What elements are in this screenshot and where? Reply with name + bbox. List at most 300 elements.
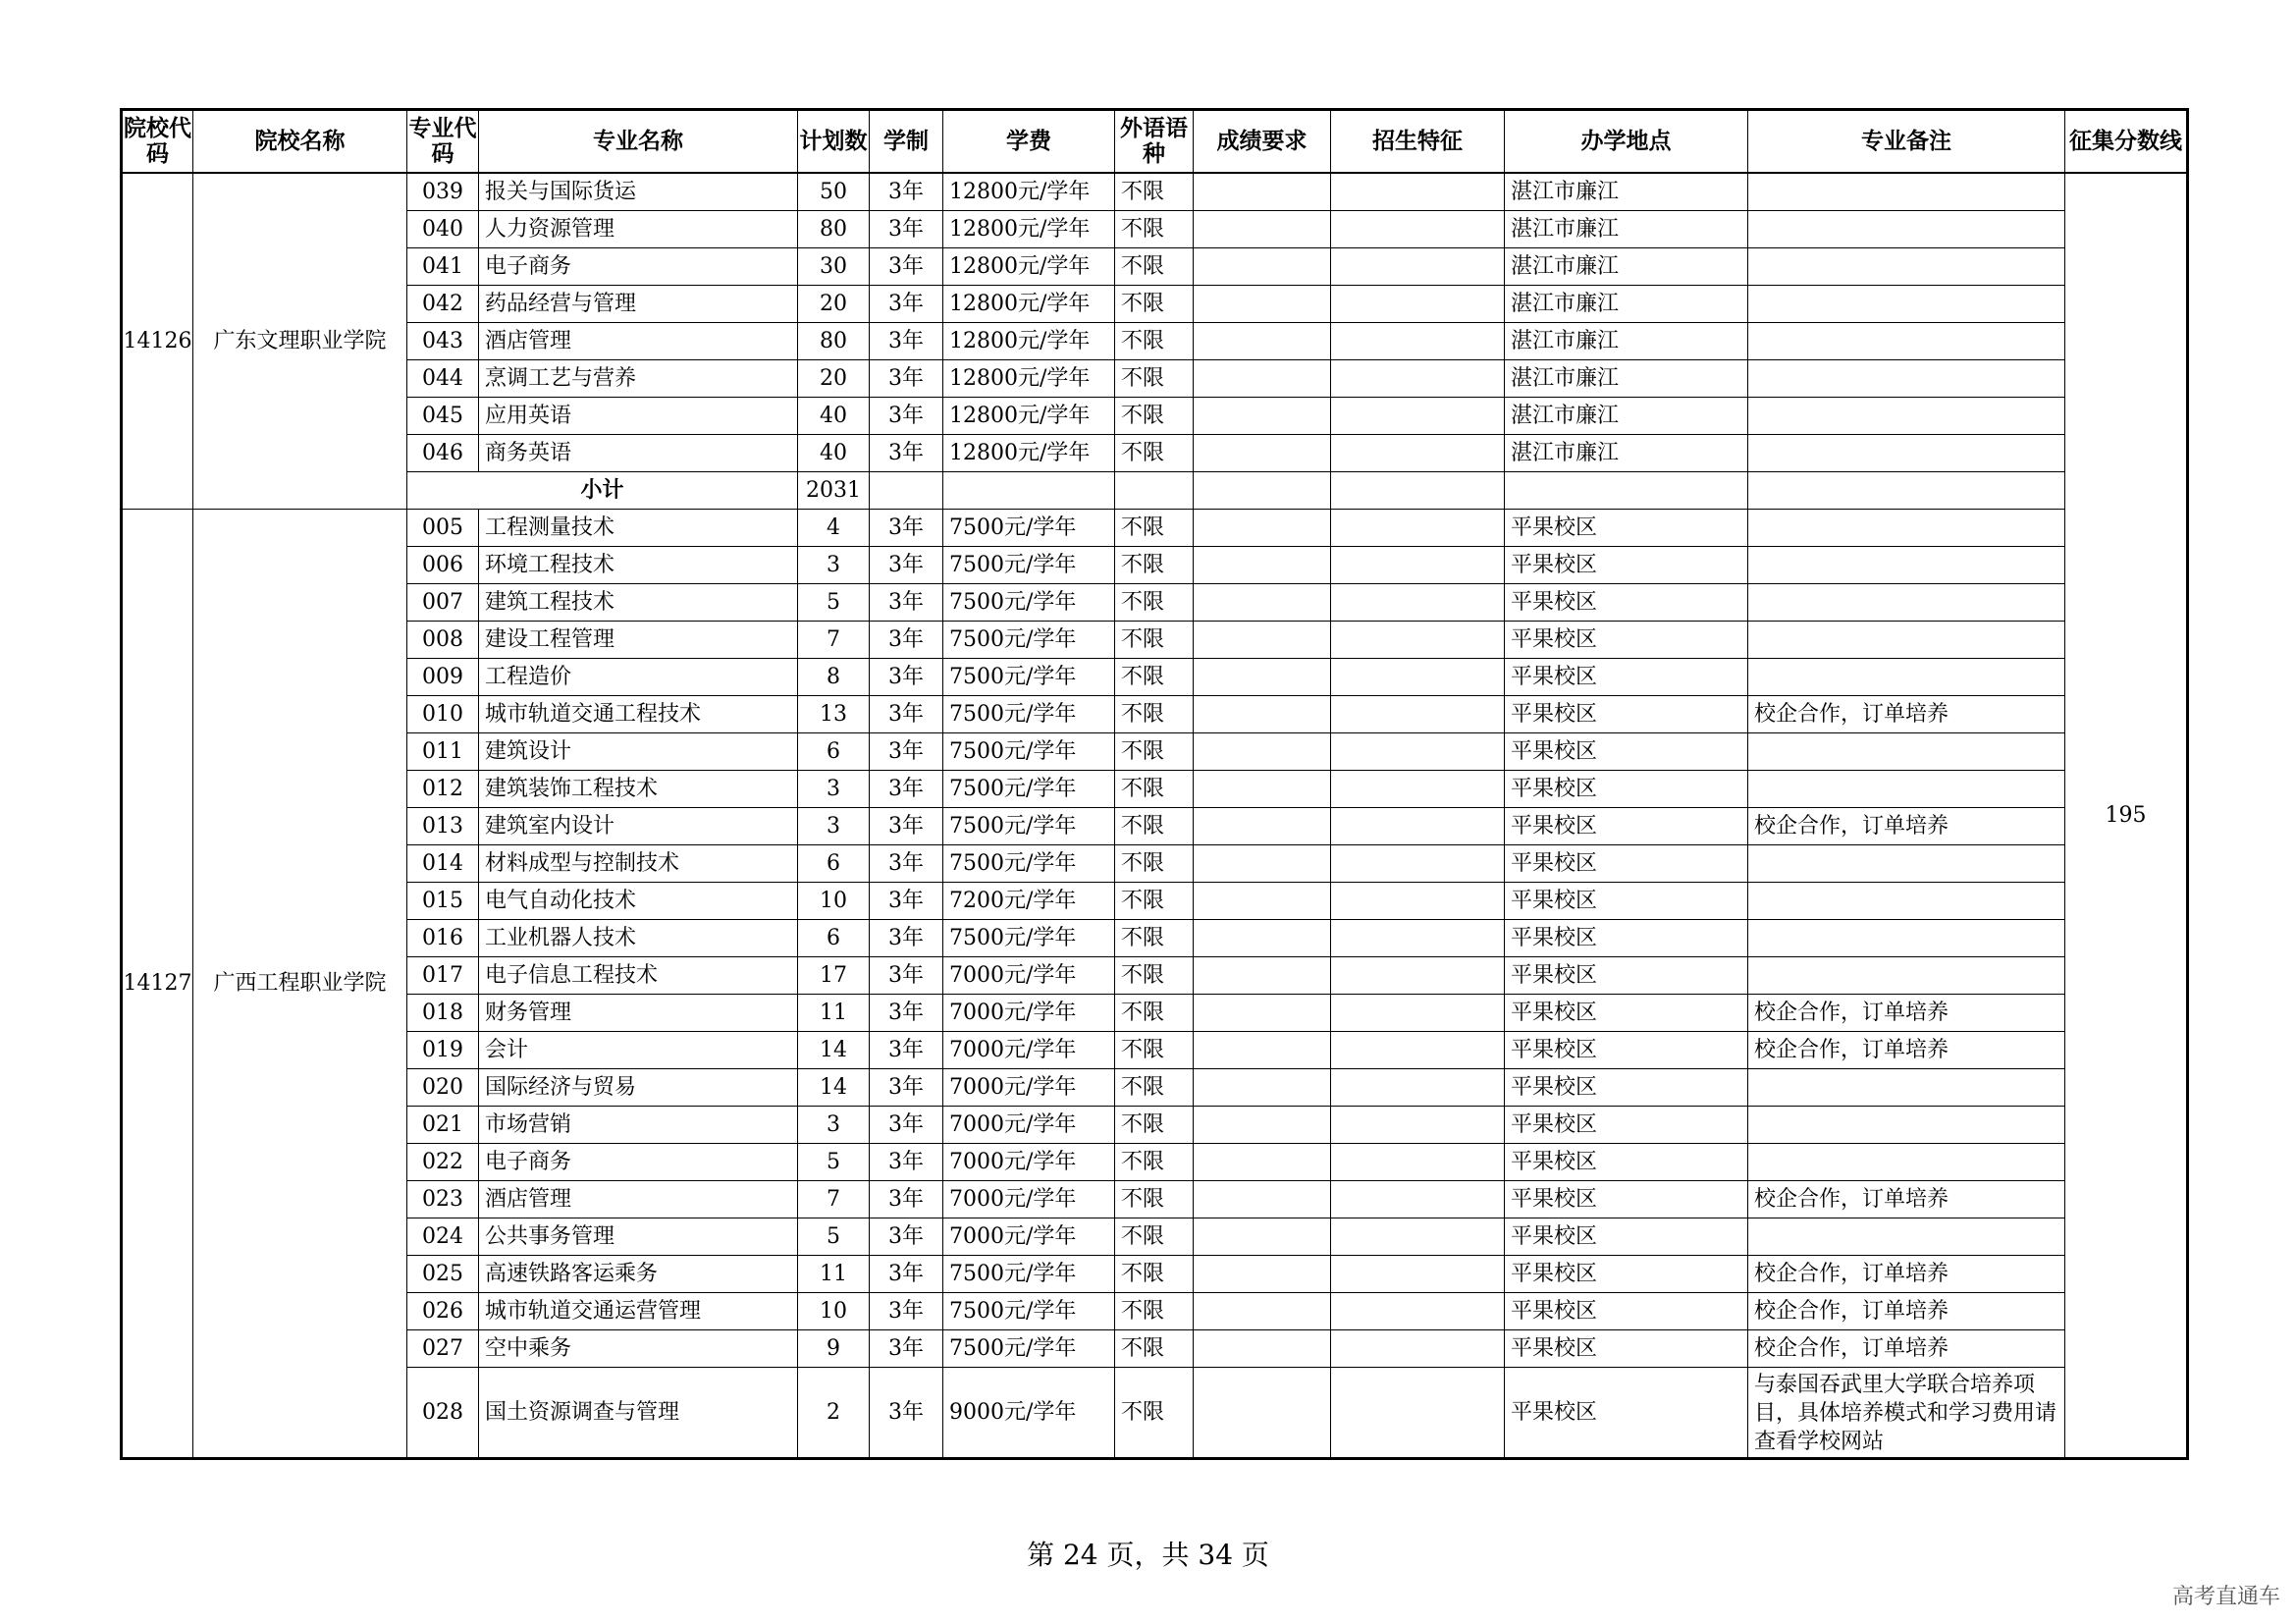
location: 平果校区 [1505, 1144, 1748, 1181]
language: 不限 [1115, 808, 1194, 845]
duration: 3年 [870, 1181, 943, 1218]
major-note [1748, 733, 2065, 771]
score-requirement [1194, 211, 1331, 248]
score-requirement [1194, 771, 1331, 808]
major-note [1748, 659, 2065, 696]
tuition-fee: 7000元/学年 [943, 995, 1115, 1032]
col-header: 专业代码 [407, 110, 479, 174]
plan-count: 30 [798, 248, 870, 286]
plan-count: 5 [798, 584, 870, 622]
major-name: 电气自动化技术 [479, 883, 798, 920]
table-row [122, 1032, 2188, 1069]
score-requirement [1194, 733, 1331, 771]
empty-cell [943, 472, 1115, 510]
plan-count: 8 [798, 659, 870, 696]
enrollment-feature [1331, 584, 1505, 622]
location: 平果校区 [1505, 547, 1748, 584]
major-name: 电子商务 [479, 1144, 798, 1181]
major-name: 公共事务管理 [479, 1218, 798, 1256]
plan-count: 10 [798, 1293, 870, 1330]
major-code: 025 [407, 1256, 479, 1293]
plan-count: 2 [798, 1368, 870, 1459]
col-header: 计划数 [798, 110, 870, 174]
major-name: 会计 [479, 1032, 798, 1069]
major-note: 校企合作，订单培养 [1748, 1032, 2065, 1069]
major-name: 人力资源管理 [479, 211, 798, 248]
tuition-fee: 7500元/学年 [943, 659, 1115, 696]
location: 平果校区 [1505, 1368, 1748, 1459]
major-code: 014 [407, 845, 479, 883]
col-header: 办学地点 [1505, 110, 1748, 174]
plan-count: 5 [798, 1144, 870, 1181]
location: 平果校区 [1505, 1256, 1748, 1293]
enrollment-feature [1331, 622, 1505, 659]
major-note [1748, 957, 2065, 995]
major-code: 042 [407, 286, 479, 323]
enrollment-feature [1331, 1032, 1505, 1069]
tuition-fee: 7500元/学年 [943, 920, 1115, 957]
tuition-fee: 7500元/学年 [943, 547, 1115, 584]
major-name: 市场营销 [479, 1107, 798, 1144]
major-note [1748, 584, 2065, 622]
table-row [122, 248, 2188, 286]
enrollment-feature [1331, 733, 1505, 771]
duration: 3年 [870, 211, 943, 248]
col-header: 院校代码 [122, 110, 193, 174]
duration: 3年 [870, 845, 943, 883]
table-row [122, 1330, 2188, 1368]
plan-count: 3 [798, 1107, 870, 1144]
duration: 3年 [870, 1368, 943, 1459]
table-row [122, 733, 2188, 771]
major-note [1748, 547, 2065, 584]
plan-count: 80 [798, 211, 870, 248]
language: 不限 [1115, 1181, 1194, 1218]
duration: 3年 [870, 1069, 943, 1107]
table-row [122, 1107, 2188, 1144]
location: 平果校区 [1505, 883, 1748, 920]
major-name: 药品经营与管理 [479, 286, 798, 323]
major-code: 028 [407, 1368, 479, 1459]
language: 不限 [1115, 1032, 1194, 1069]
duration: 3年 [870, 995, 943, 1032]
language: 不限 [1115, 173, 1194, 211]
language: 不限 [1115, 733, 1194, 771]
subtotal-row [122, 472, 2188, 510]
tuition-fee: 12800元/学年 [943, 211, 1115, 248]
major-note [1748, 398, 2065, 435]
major-note [1748, 323, 2065, 360]
duration: 3年 [870, 398, 943, 435]
plan-count: 6 [798, 733, 870, 771]
enrollment-feature [1331, 1330, 1505, 1368]
score-requirement [1194, 510, 1331, 547]
major-note [1748, 510, 2065, 547]
score-requirement [1194, 696, 1331, 733]
enrollment-feature [1331, 1368, 1505, 1459]
major-name: 工业机器人技术 [479, 920, 798, 957]
tuition-fee: 7500元/学年 [943, 733, 1115, 771]
duration: 3年 [870, 435, 943, 472]
major-note [1748, 845, 2065, 883]
location: 平果校区 [1505, 1181, 1748, 1218]
major-name: 空中乘务 [479, 1330, 798, 1368]
duration: 3年 [870, 920, 943, 957]
language: 不限 [1115, 323, 1194, 360]
major-code: 006 [407, 547, 479, 584]
school-code: 14127 [122, 510, 193, 1459]
tuition-fee: 7500元/学年 [943, 696, 1115, 733]
major-name: 工程造价 [479, 659, 798, 696]
duration: 3年 [870, 547, 943, 584]
plan-count: 6 [798, 845, 870, 883]
language: 不限 [1115, 360, 1194, 398]
major-name: 材料成型与控制技术 [479, 845, 798, 883]
major-name: 国土资源调查与管理 [479, 1368, 798, 1459]
subtotal-value: 2031 [798, 472, 870, 510]
location: 湛江市廉江 [1505, 323, 1748, 360]
location: 平果校区 [1505, 1330, 1748, 1368]
major-note: 校企合作，订单培养 [1748, 808, 2065, 845]
enrollment-feature [1331, 547, 1505, 584]
empty-cell [870, 472, 943, 510]
duration: 3年 [870, 1293, 943, 1330]
score-requirement [1194, 995, 1331, 1032]
enrollment-feature [1331, 808, 1505, 845]
plan-count: 7 [798, 622, 870, 659]
tuition-fee: 7000元/学年 [943, 1218, 1115, 1256]
tuition-fee: 7000元/学年 [943, 1144, 1115, 1181]
major-name: 报关与国际货运 [479, 173, 798, 211]
plan-count: 14 [798, 1069, 870, 1107]
enrollment-feature [1331, 211, 1505, 248]
major-code: 012 [407, 771, 479, 808]
location: 湛江市廉江 [1505, 398, 1748, 435]
table-body [122, 173, 2188, 1459]
plan-count: 40 [798, 398, 870, 435]
tuition-fee: 12800元/学年 [943, 323, 1115, 360]
score-requirement [1194, 1107, 1331, 1144]
page-footer: 第 24 页，共 34 页 [1027, 1539, 1269, 1571]
language: 不限 [1115, 211, 1194, 248]
location: 平果校区 [1505, 957, 1748, 995]
major-name: 建筑工程技术 [479, 584, 798, 622]
major-note: 校企合作，订单培养 [1748, 1293, 2065, 1330]
major-code: 046 [407, 435, 479, 472]
major-name: 城市轨道交通运营管理 [479, 1293, 798, 1330]
table-row [122, 435, 2188, 472]
duration: 3年 [870, 659, 943, 696]
duration: 3年 [870, 1218, 943, 1256]
tuition-fee: 7000元/学年 [943, 1032, 1115, 1069]
tuition-fee: 7500元/学年 [943, 1256, 1115, 1293]
table-row [122, 1181, 2188, 1218]
header-row [122, 110, 2188, 174]
enrollment-feature [1331, 659, 1505, 696]
language: 不限 [1115, 845, 1194, 883]
table-row [122, 659, 2188, 696]
enrollment-feature [1331, 920, 1505, 957]
school-code: 14126 [122, 173, 193, 510]
duration: 3年 [870, 1144, 943, 1181]
table-row [122, 584, 2188, 622]
major-name: 工程测量技术 [479, 510, 798, 547]
major-note [1748, 920, 2065, 957]
plan-count: 3 [798, 771, 870, 808]
duration: 3年 [870, 1330, 943, 1368]
major-note [1748, 360, 2065, 398]
duration: 3年 [870, 323, 943, 360]
major-name: 建筑装饰工程技术 [479, 771, 798, 808]
major-name: 烹调工艺与营养 [479, 360, 798, 398]
location: 平果校区 [1505, 733, 1748, 771]
major-code: 026 [407, 1293, 479, 1330]
location: 平果校区 [1505, 995, 1748, 1032]
enrollment-feature [1331, 1293, 1505, 1330]
major-code: 020 [407, 1069, 479, 1107]
enrollment-feature [1331, 995, 1505, 1032]
table-row [122, 323, 2188, 360]
empty-cell [1115, 472, 1194, 510]
location: 平果校区 [1505, 622, 1748, 659]
enrollment-feature [1331, 1181, 1505, 1218]
empty-cell [1505, 472, 1748, 510]
major-code: 023 [407, 1181, 479, 1218]
school-name: 广东文理职业学院 [193, 173, 407, 510]
table-row [122, 547, 2188, 584]
score-requirement [1194, 323, 1331, 360]
enrollment-feature [1331, 323, 1505, 360]
major-note: 与泰国吞武里大学联合培养项目，具体培养模式和学习费用请查看学校网站 [1748, 1368, 2065, 1459]
plan-count: 50 [798, 173, 870, 211]
major-code: 021 [407, 1107, 479, 1144]
tuition-fee: 7500元/学年 [943, 771, 1115, 808]
major-name: 建设工程管理 [479, 622, 798, 659]
tuition-fee: 7000元/学年 [943, 1069, 1115, 1107]
language: 不限 [1115, 920, 1194, 957]
language: 不限 [1115, 995, 1194, 1032]
major-note: 校企合作，订单培养 [1748, 1256, 2065, 1293]
empty-cell [1748, 472, 2065, 510]
enrollment-feature [1331, 1144, 1505, 1181]
enrollment-feature [1331, 1069, 1505, 1107]
language: 不限 [1115, 1368, 1194, 1459]
major-code: 041 [407, 248, 479, 286]
enrollment-feature [1331, 771, 1505, 808]
language: 不限 [1115, 957, 1194, 995]
major-note [1748, 211, 2065, 248]
major-note [1748, 1107, 2065, 1144]
table-row [122, 1256, 2188, 1293]
location: 湛江市廉江 [1505, 286, 1748, 323]
plan-count: 80 [798, 323, 870, 360]
language: 不限 [1115, 248, 1194, 286]
table-row [122, 995, 2188, 1032]
major-note: 校企合作，订单培养 [1748, 1330, 2065, 1368]
major-name: 国际经济与贸易 [479, 1069, 798, 1107]
major-code: 011 [407, 733, 479, 771]
major-code: 044 [407, 360, 479, 398]
table-row [122, 920, 2188, 957]
major-note [1748, 1218, 2065, 1256]
location: 湛江市廉江 [1505, 248, 1748, 286]
plan-count: 3 [798, 547, 870, 584]
score-requirement [1194, 1218, 1331, 1256]
plan-count: 20 [798, 360, 870, 398]
major-code: 013 [407, 808, 479, 845]
major-code: 022 [407, 1144, 479, 1181]
plan-count: 11 [798, 995, 870, 1032]
table-row [122, 1293, 2188, 1330]
enrollment-feature [1331, 248, 1505, 286]
enrollment-feature [1331, 360, 1505, 398]
tuition-fee: 7500元/学年 [943, 1293, 1115, 1330]
major-note [1748, 248, 2065, 286]
duration: 3年 [870, 584, 943, 622]
location: 平果校区 [1505, 1107, 1748, 1144]
major-name: 酒店管理 [479, 1181, 798, 1218]
enrollment-feature [1331, 883, 1505, 920]
plan-count: 40 [798, 435, 870, 472]
major-name: 电子商务 [479, 248, 798, 286]
tuition-fee: 7500元/学年 [943, 584, 1115, 622]
major-code: 007 [407, 584, 479, 622]
major-note [1748, 771, 2065, 808]
enrollment-feature [1331, 1218, 1505, 1256]
major-note [1748, 622, 2065, 659]
language: 不限 [1115, 398, 1194, 435]
enrollment-feature [1331, 1256, 1505, 1293]
table-row [122, 696, 2188, 733]
table-row [122, 398, 2188, 435]
major-code: 027 [407, 1330, 479, 1368]
enrollment-feature [1331, 173, 1505, 211]
table-row [122, 173, 2188, 211]
plan-count: 10 [798, 883, 870, 920]
score-requirement [1194, 883, 1331, 920]
plan-count: 5 [798, 1218, 870, 1256]
table-row [122, 1144, 2188, 1181]
score-requirement [1194, 1368, 1331, 1459]
major-code: 040 [407, 211, 479, 248]
tuition-fee: 7000元/学年 [943, 1181, 1115, 1218]
major-name: 建筑设计 [479, 733, 798, 771]
duration: 3年 [870, 957, 943, 995]
duration: 3年 [870, 360, 943, 398]
location: 平果校区 [1505, 659, 1748, 696]
language: 不限 [1115, 510, 1194, 547]
duration: 3年 [870, 173, 943, 211]
tuition-fee: 12800元/学年 [943, 435, 1115, 472]
location: 平果校区 [1505, 845, 1748, 883]
table-row [122, 211, 2188, 248]
tuition-fee: 7000元/学年 [943, 957, 1115, 995]
location: 平果校区 [1505, 1218, 1748, 1256]
tuition-fee: 7500元/学年 [943, 510, 1115, 547]
duration: 3年 [870, 696, 943, 733]
tuition-fee: 7500元/学年 [943, 808, 1115, 845]
subtotal-label: 小计 [407, 472, 798, 510]
score-requirement [1194, 659, 1331, 696]
table-row [122, 957, 2188, 995]
col-header: 院校名称 [193, 110, 407, 174]
col-header: 学制 [870, 110, 943, 174]
score-line: 195 [2065, 173, 2188, 1459]
score-requirement [1194, 1181, 1331, 1218]
score-requirement [1194, 398, 1331, 435]
score-requirement [1194, 1144, 1331, 1181]
major-code: 009 [407, 659, 479, 696]
watermark: 高考直通车 [2171, 1585, 2280, 1609]
major-name: 城市轨道交通工程技术 [479, 696, 798, 733]
location: 湛江市廉江 [1505, 173, 1748, 211]
language: 不限 [1115, 696, 1194, 733]
score-requirement [1194, 547, 1331, 584]
location: 平果校区 [1505, 696, 1748, 733]
major-code: 024 [407, 1218, 479, 1256]
enrollment-feature [1331, 398, 1505, 435]
major-code: 016 [407, 920, 479, 957]
score-requirement [1194, 1069, 1331, 1107]
location: 平果校区 [1505, 808, 1748, 845]
language: 不限 [1115, 1256, 1194, 1293]
table-row [122, 286, 2188, 323]
score-requirement [1194, 808, 1331, 845]
tuition-fee: 7500元/学年 [943, 622, 1115, 659]
plan-count: 3 [798, 808, 870, 845]
language: 不限 [1115, 435, 1194, 472]
plan-count: 9 [798, 1330, 870, 1368]
tuition-fee: 12800元/学年 [943, 248, 1115, 286]
duration: 3年 [870, 510, 943, 547]
plan-count: 17 [798, 957, 870, 995]
col-header: 征集分数线 [2065, 110, 2188, 174]
language: 不限 [1115, 286, 1194, 323]
score-requirement [1194, 845, 1331, 883]
score-requirement [1194, 248, 1331, 286]
table-row [122, 622, 2188, 659]
language: 不限 [1115, 1293, 1194, 1330]
location: 平果校区 [1505, 771, 1748, 808]
score-requirement [1194, 920, 1331, 957]
table-row [122, 845, 2188, 883]
location: 湛江市廉江 [1505, 435, 1748, 472]
col-header: 学费 [943, 110, 1115, 174]
major-name: 高速铁路客运乘务 [479, 1256, 798, 1293]
language: 不限 [1115, 1330, 1194, 1368]
duration: 3年 [870, 1256, 943, 1293]
location: 平果校区 [1505, 510, 1748, 547]
major-code: 015 [407, 883, 479, 920]
enrollment-feature [1331, 845, 1505, 883]
table-row [122, 771, 2188, 808]
major-name: 应用英语 [479, 398, 798, 435]
location: 湛江市廉江 [1505, 360, 1748, 398]
tuition-fee: 7000元/学年 [943, 1107, 1115, 1144]
empty-cell [1194, 472, 1331, 510]
plan-count: 13 [798, 696, 870, 733]
score-requirement [1194, 173, 1331, 211]
major-name: 电子信息工程技术 [479, 957, 798, 995]
location: 平果校区 [1505, 920, 1748, 957]
duration: 3年 [870, 1032, 943, 1069]
major-note: 校企合作，订单培养 [1748, 1181, 2065, 1218]
major-code: 005 [407, 510, 479, 547]
tuition-fee: 12800元/学年 [943, 398, 1115, 435]
major-note [1748, 435, 2065, 472]
tuition-fee: 7500元/学年 [943, 1330, 1115, 1368]
major-code: 017 [407, 957, 479, 995]
